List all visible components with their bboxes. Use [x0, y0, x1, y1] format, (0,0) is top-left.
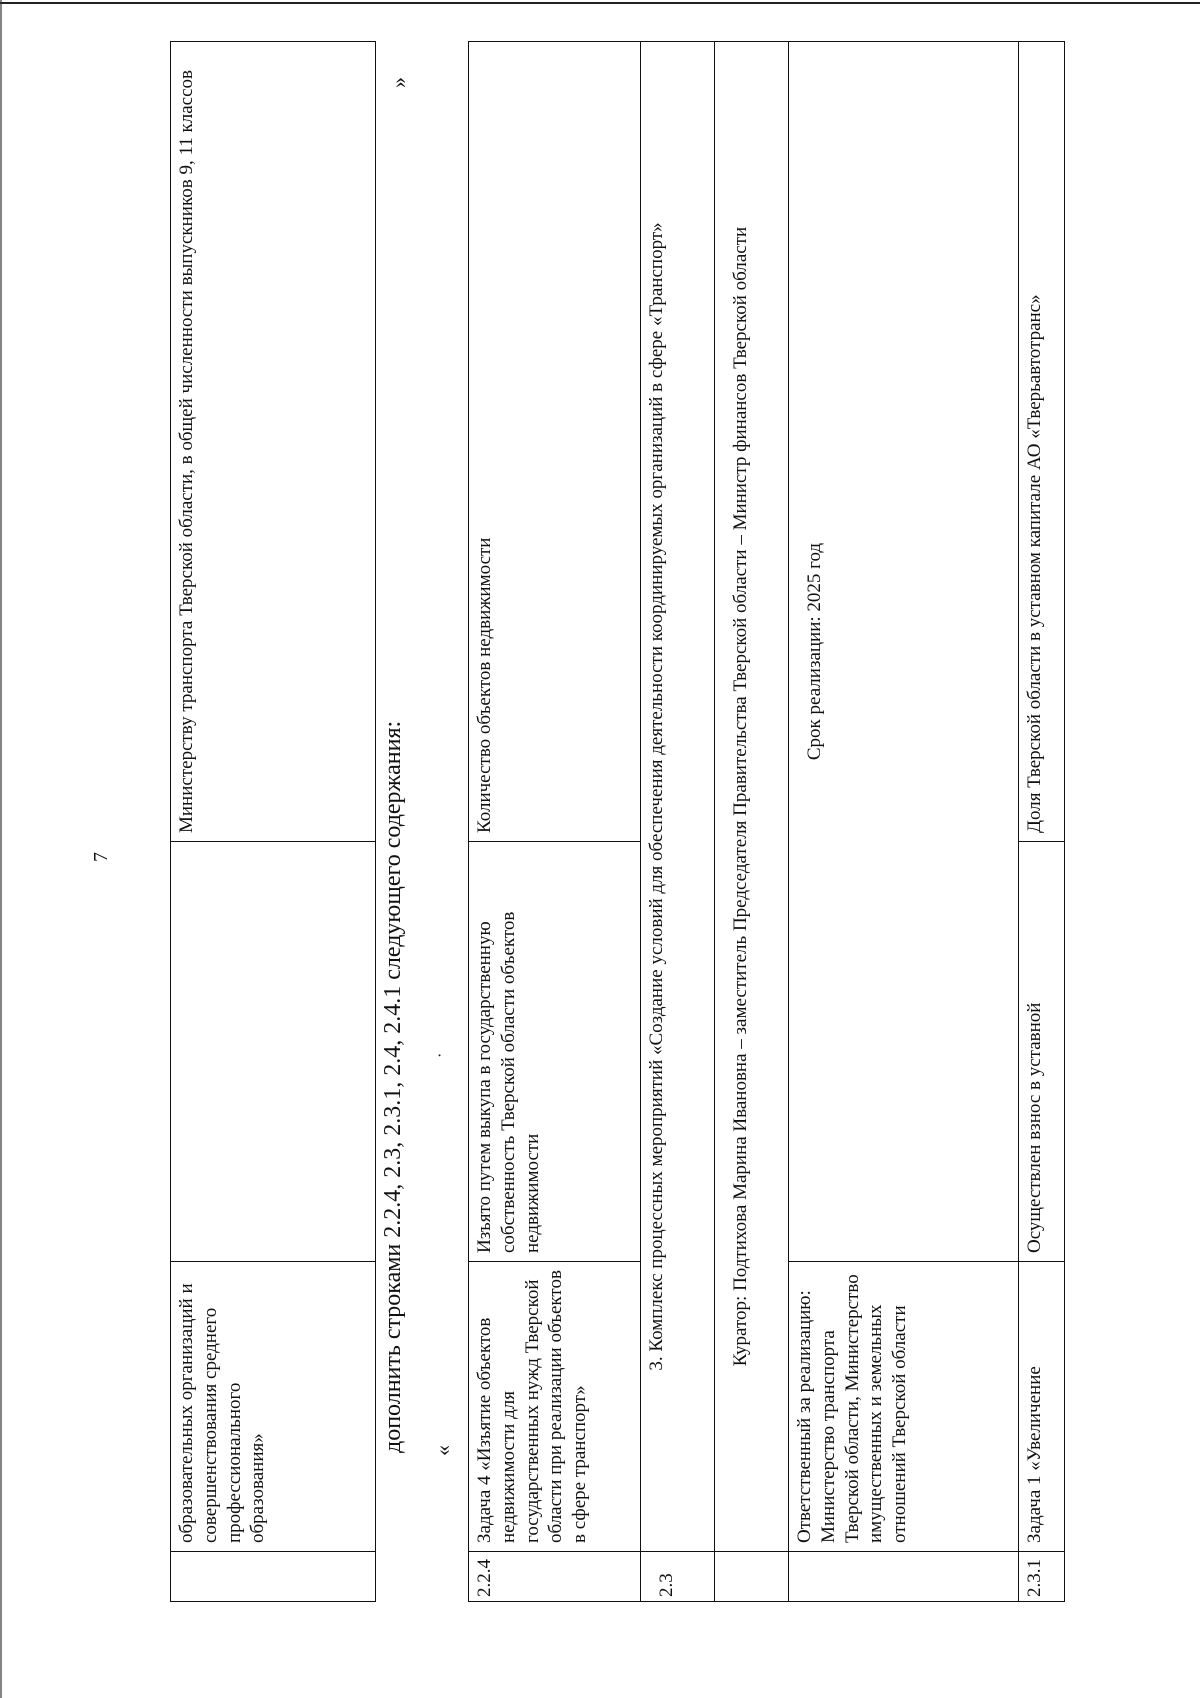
table-row	[469, 42, 641, 1602]
intro-text: дополнить строками 2.2.4, 2.3, 2.3.1, 2.4, 2.4.1 следующего содержания:	[380, 720, 406, 1453]
close-quote: »	[386, 77, 411, 88]
cell-task: образовательных организаций и совершенствования среднего профессионального образования»	[171, 1262, 376, 1552]
cell-number: 2.3	[641, 1552, 715, 1602]
curator-cell: Куратор: Подтихова Марина Ивановна – заместитель Председателя Правительства Тверской области – Министр финансов Тверской области	[715, 42, 789, 1552]
cell-number: 2.3.1	[1019, 1552, 1065, 1602]
cell-number	[789, 1552, 1019, 1602]
cell-number: 2.2.4	[469, 1552, 641, 1602]
cell-result: Изъято путем выкупа в государственную собственность Тверской области объектов недвижимости	[469, 842, 641, 1262]
scan-dot: ·	[432, 1052, 449, 1058]
cell-number	[715, 1552, 789, 1602]
table-continuation	[170, 41, 376, 1602]
section-title: 3. Комплекс процессных мероприятий «Создание условий для обеспечения деятельности координируемых организаций в сфере «Транспорт»	[641, 42, 715, 1552]
open-quote: «	[430, 1445, 455, 1456]
cell-result	[171, 842, 376, 1262]
table-additions	[468, 41, 1065, 1602]
page-number: 7	[90, 852, 112, 862]
responsible-cell: Ответственный за реализацию: Министерство транспорта Тверской области, Министерство имущественных и земельных отношений Тверской области	[789, 1262, 1019, 1552]
table-row	[789, 42, 1019, 1602]
table-row	[1019, 42, 1065, 1602]
table-row	[641, 42, 715, 1602]
cell-task: Задача 4 «Изъятие объектов недвижимости для государственных нужд Тверской области при реализации объектов в сфере транспорт»	[469, 1262, 641, 1552]
table-row	[171, 42, 376, 1602]
cell-indicator: Количество объектов недвижимости	[469, 42, 641, 842]
table-row	[715, 42, 789, 1602]
term-cell: Срок реализации: 2025 год	[789, 42, 1019, 1262]
cell-result: Осуществлен взнос в уставной	[1019, 842, 1065, 1262]
cell-indicator: Министерству транспорта Тверской области, в общей численности выпускников 9, 11 классов	[171, 42, 376, 842]
cell-number	[171, 1552, 376, 1602]
cell-task: Задача 1 «Увеличение	[1019, 1262, 1065, 1552]
cell-indicator: Доля Тверской области в уставном капитале АО «Тверьавтотранс»	[1019, 42, 1065, 842]
